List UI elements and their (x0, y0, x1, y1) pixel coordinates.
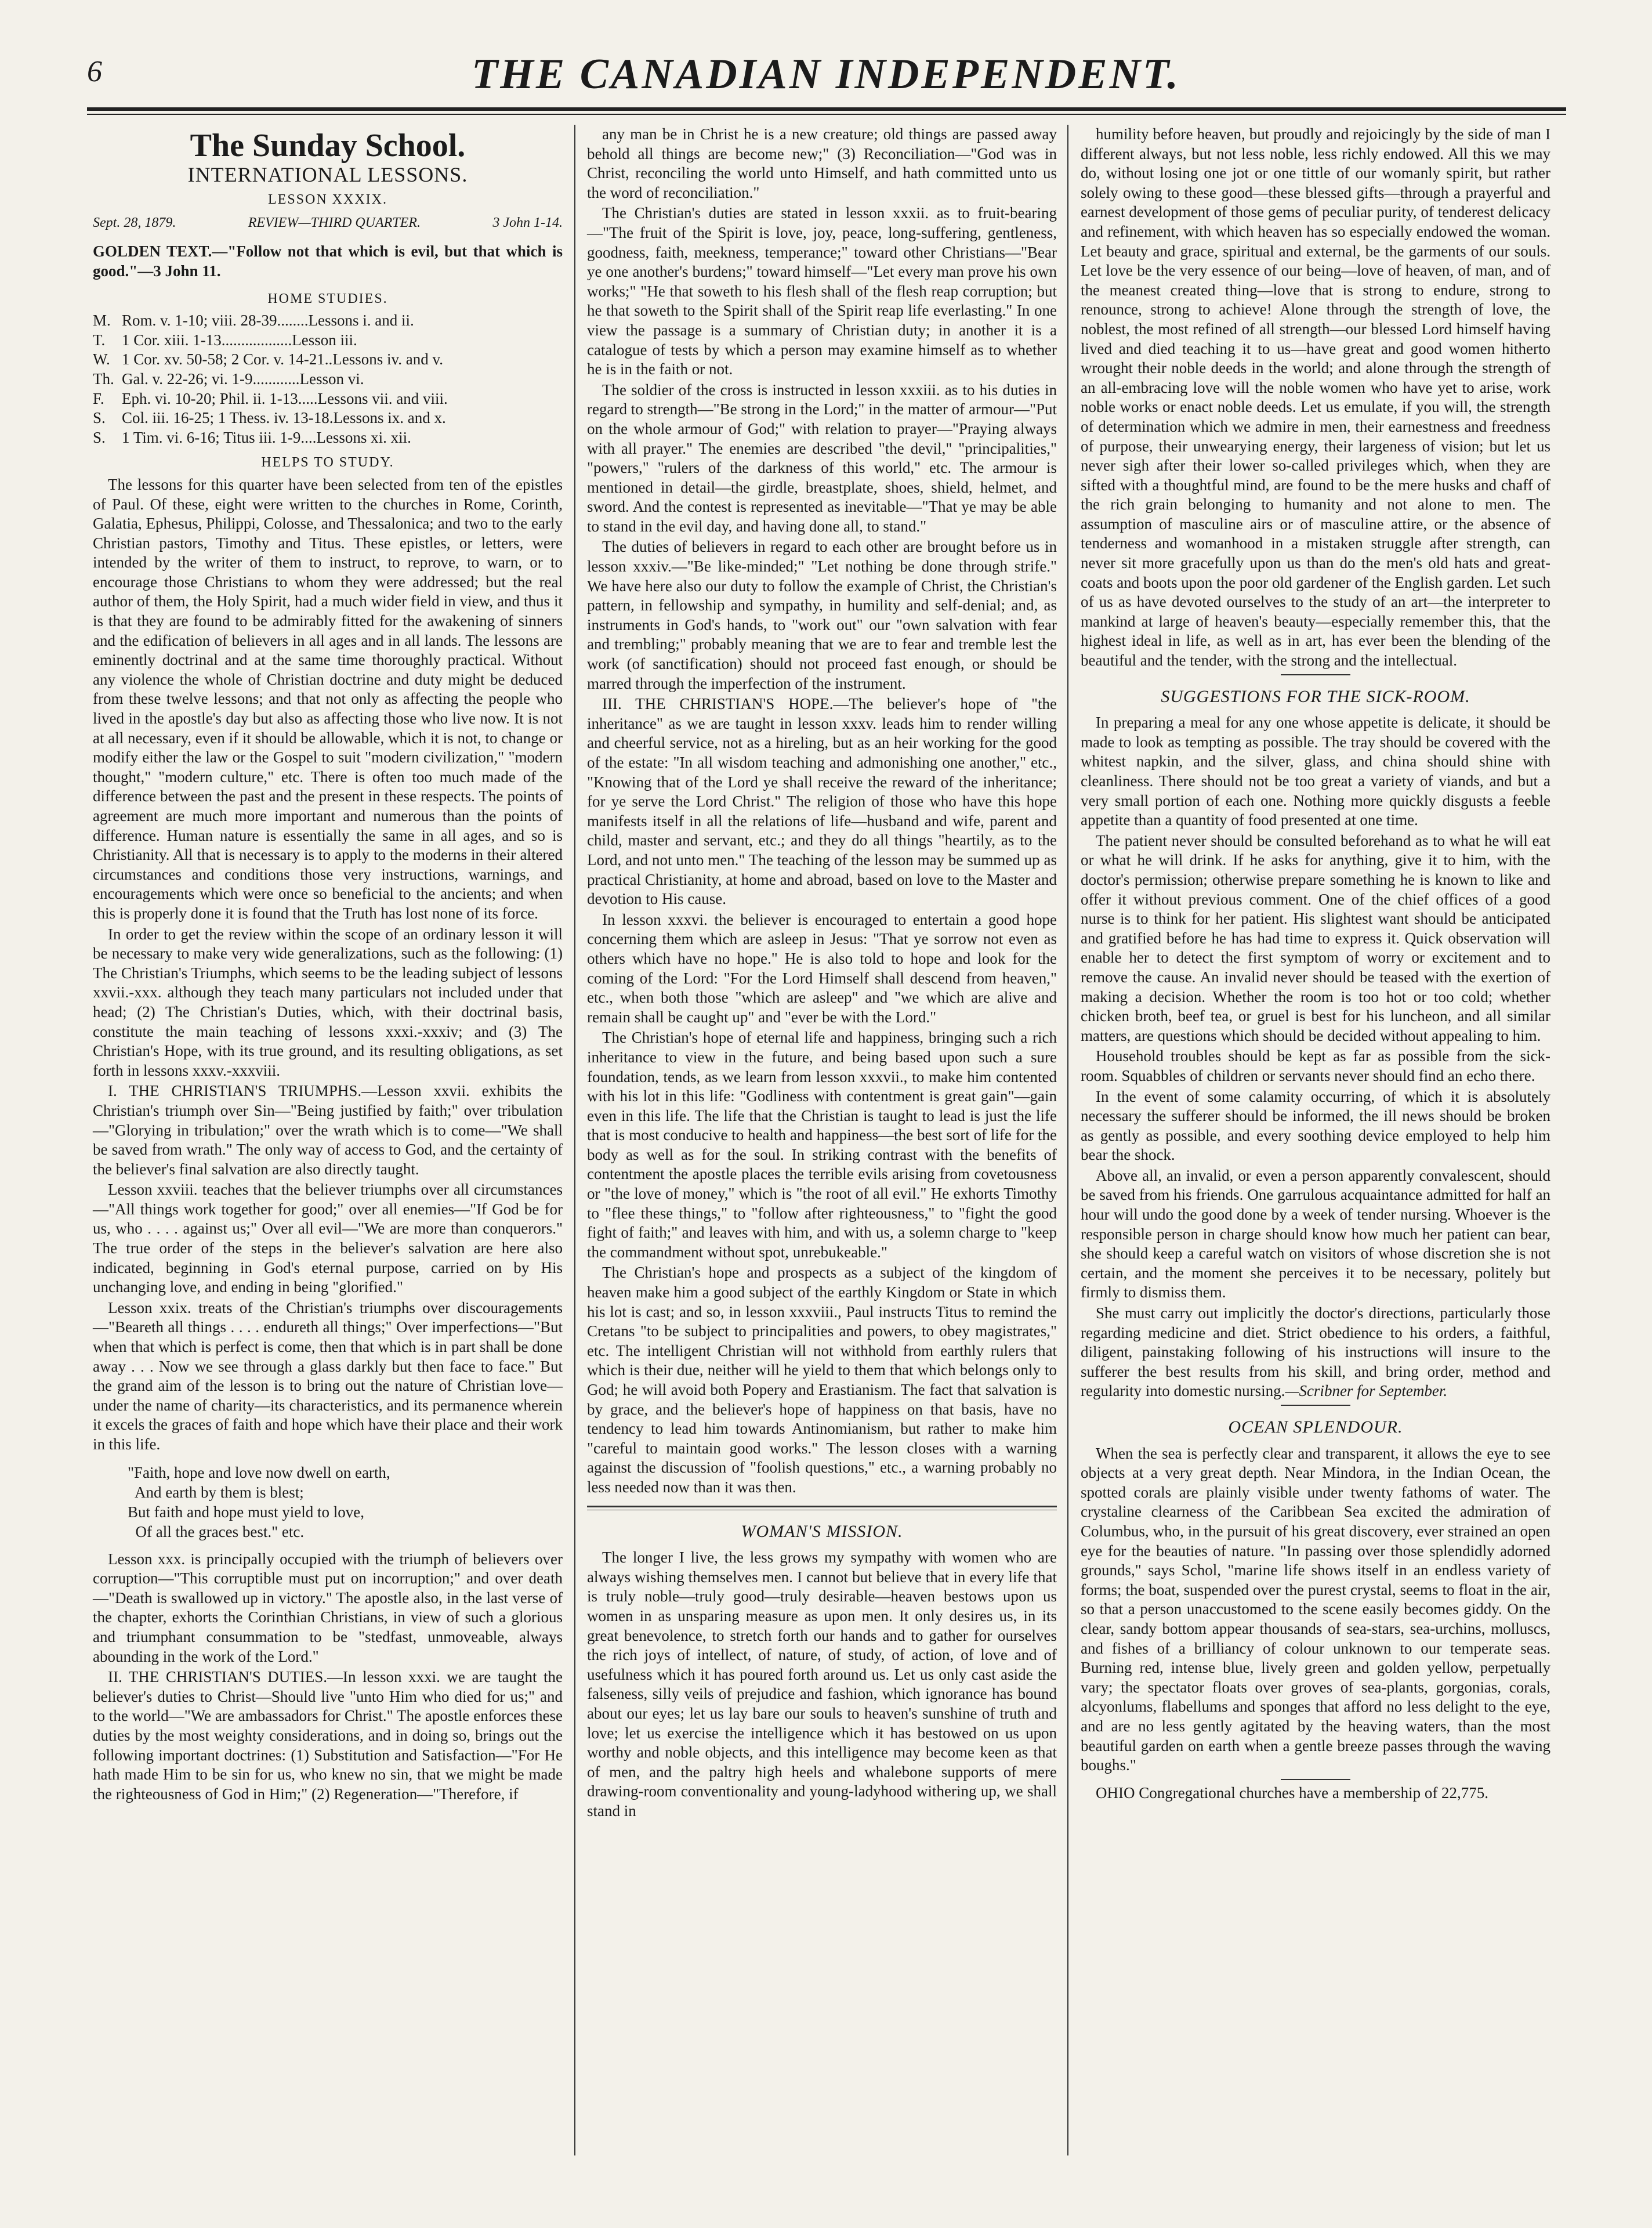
home-study-row (93, 350, 563, 370)
home-study-row (93, 389, 563, 409)
paragraph: II. THE CHRISTIAN'S DUTIES.—In lesson xxxi. we are taught the believer's duties to Christ—Should live "unto Him who died for us;" and to the world—"We are ambassadors for Christ." The apostle enforces these duties by the most weighty considerations, and in doing so, brings out the following important doctrines: (1) Substitution and Satisfaction—"For He hath made Him to be sin for us, who knew no sin, that we might be made the righteousness of God in Him;" (2) Regeneration—"Therefore, if (93, 1668, 563, 1803)
home-study-day: S. (93, 428, 106, 446)
home-study-day: M. (93, 312, 111, 330)
golden-text (93, 242, 563, 281)
home-study-row (93, 370, 563, 389)
lesson-scripture: 3 John 1-14. (492, 215, 563, 230)
section-rule (1281, 1779, 1350, 1780)
paragraph: I. THE CHRISTIAN'S TRIUMPHS.—Lesson xxvii. exhibits the Christian's triumph over Sin—"Being justified by faith;" over tribulation—"Glorying in tribulation;" over the wrath which is to come—"We shall be saved from wrath." The only way of access to God, and the certainty of the believer's final salvation are also directly taught. (93, 1082, 563, 1178)
column-2 (587, 125, 1057, 1822)
column-1 (93, 125, 563, 1805)
column-3 (1081, 125, 1550, 1804)
lesson-number: LESSON XXXIX. (268, 192, 387, 208)
section-rule (1281, 674, 1350, 675)
home-study-day: F. (93, 389, 104, 407)
paragraph: Lesson xxix. treats of the Christian's triumphs over discouragements—"Beareth all things . . . . endureth all things;" Over imperfections—"But when that which is perfect is come, then that which is in part shall be done away . . . Now we see through a glass darkly but then face to face." But the grand aim of the lesson is to bring out the nature of Christian love—under the name of charity—its characteristics, and its permanence wherein it excels the graces of faith and hope which have their place and their work in this life. (93, 1299, 563, 1453)
home-study-text: 1 Tim. vi. 6-16; Titus iii. 1-9....Lessons xi. xii. (122, 428, 411, 446)
paragraph: In preparing a meal for any one whose appetite is delicate, it should be made to look as tempting as possible. The tray should be covered with the whitest napkin, and the silver, glass, and china should shine with cleanliness. There should not be too great a variety of viands, and but a very small portion of each one. Nothing more quickly disgusts a feeble appetite than a quantity of food presented at one time. (1081, 714, 1550, 829)
lesson-title: REVIEW—THIRD QUARTER. (248, 215, 421, 230)
home-study-text: 1 Cor. xv. 50-58; 2 Cor. v. 14-21..Lessons iv. and v. (122, 350, 443, 368)
golden-text-label: GOLDEN TEXT. (93, 243, 212, 261)
paragraph: In lesson xxxvi. the believer is encouraged to entertain a good hope concerning them which are asleep in Jesus: "That ye sorrow not even as others which have no hope." He is also told to hope and look for the coming of the Lord: "For the Lord Himself shall descend from heaven," etc., when both those "which are asleep" and "we which are alive and remain shall be caught up" and "ever be with the Lord." (587, 910, 1057, 1026)
paragraph: The lessons for this quarter have been selected from ten of the epistles of Paul. Of these, eight were written to the churches in Rome, Corinth, Galatia, Ephesus, Philippi, Colosse, and Thessalonica; and two to the early Christian pastors, Timothy and Titus. These epistles, or letters, were intended by the writer of them to instruct, to reprove, to warn, or to encourage those Christians to whom they were addressed; but the real author of them, the Holy Spirit, had a much wider field in view, and thus it is that they are found to be admirably fitted for the awakening of sinners and the edification of believers in all ages and in all lands. The lessons are eminently doctrinal and at the same time thoroughly practical. Without any violence the whole of Christian doctrine and duty might be deduced from these twelve lessons; and that not only as affecting the people who lived in the apostle's day but also as affecting those who live now. It is not at all necessary, even if it should be allowable, which it is not, to change or modify either the law or the Gospel to suit "modern civilization," "modern thought," "modern culture," etc. There is often too much made of the difference between the past and the present in these respects. The points of agreement are much more important and numerous than the points of difference. Human nature is essentially the same in all ages, and so is Christianity. All that is necessary is to apply to the moderns in their altered circumstances and conditions those very instructions, warnings, and encouragements which were once so beneficial to the ancients; and when this is properly done it is found that the Truth has lost none of its force. (93, 475, 563, 922)
home-study-day: S. (93, 409, 106, 427)
paragraph: When the sea is perfectly clear and transparent, it allows the eye to see objects at a very great depth. Near Mindora, in the Indian Ocean, the spotted corals are plainly visible under twenty fathoms of water. The crystaline clearness of the Caribbean Sea excited the admiration of Columbus, who, in the pursuit of his great discovery, ever strained an open eye for the beauties of nature. "In passing over those splendidly adorned grounds," says Schol, "marine life shows itself in an endless variety of forms; the boat, suspended over the purest crystal, seems to float in the air, so that a person unaccustomed to the scene easily becomes giddy. On the clear, sandy bottom appear thousands of sea-stars, sea-urchins, molluscs, and fishes of a brilliancy of colour unknown to our temperate seas. Burning red, intense blue, lively green and golden yellow, perpetually vary; the spectator floats over groves of sea-plants, gorgonias, corals, alcyonlums, flabellums and sponges that afford no less delight to the eye, and are no less gently agitated by the heaving waters, than the most beautiful garden on earth when a gentle breeze passes through the waving boughs." (1081, 1444, 1550, 1774)
sick-room-title: SUGGESTIONS FOR THE SICK-ROOM. (1161, 686, 1470, 706)
paragraph: The patient never should be consulted beforehand as to what he will eat or what he will drink. If he asks for anything, give it to him, with the doctor's permission; otherwise prepare something he is known to like and offer it without previous comment. One of the chief offices of a good nurse is to think for her patient. His slightest want should be anticipated and gratified before he has had time to express it. Quick observation will enable her to detect the first symptom of worry or excitement and to remove the cause. An invalid never should be teased with the exertion of making a decision. Whether the room is too hot or too cold; whether chicken broth, beef tea, or gruel is best for his luncheon, and all similar matters, are questions which should be decided without appealing to him. (1081, 831, 1550, 1044)
column-divider-2 (1067, 125, 1068, 2155)
paragraph: The Christian's hope and prospects as a subject of the kingdom of heaven make him a good subject of the earthly Kingdom or State in which his lot is cast; and so, in lesson xxxviii., Paul instructs Titus to remind the Cretans "to be subject to principalities and powers, to obey magistrates," etc. The intelligent Christian will not withhold from earthly rulers that which is their due, neither will he yield to them that which belongs only to God; he will avoid both Popery and Erastianism. The fact that salvation is by grace, and the believer's hope of happiness on that basis, have no tendency to lead him towards Antinomianism, but rather to make him "careful to maintain good works." The lesson closes with a warning against the discussion of "foolish questions," etc., a warning probably no less needed now than it was then. (587, 1264, 1057, 1496)
paragraph: In the event of some calamity occurring, of which it is absolutely necessary the sufferer should be informed, the ill news should be broken as gently as possible, and every soothing device employed to help him bear the shock. (1081, 1087, 1550, 1164)
home-study-day: W. (93, 350, 110, 368)
paragraph: humility before heaven, but proudly and rejoicingly by the side of man I different always, but not less noble, less richly endowed. All this we may do, without losing one jot or one tittle of our womanly spirit, but rather solely owing to these good—these blessed gifts—through a prayerful and earnest development of those gems of peculiar purity, of tenderest delicacy and refinement, with which heaven has so especially endowed the woman. Let beauty and grace, spiritual and external, be the garments of our souls. Let love be the very essence of our being—love of heaven, of man, and of the meanest created thing—love that is strong to endure, strong to renounce, strong to achieve! Alone through the strength of love, the noblest, the most refined of all strength—our blessed Lord himself having lived and died teaching it to us—have great and good women hitherto wrought their noble deeds in the world; and alone through the strength of an all-embracing love will the noble women who have yet to arise, work noble works or enact noble deeds. Let us emulate, if you will, the strength of determination which we admire in men, their earnestness and freedness of purpose, their unwearying energy, their largeness of vision; but let us never sigh after their lower so-called privileges which, when they are sifted with a thoughtful mind, are found to be the mere husks and chaff of the rich grain belonging to humanity and not alone to men. The assumption of masculine airs or of masculine attire, or the absence of tenderness and womanhood in a mistaken struggle after strength, can never sit more gracefully upon us than do the men's old hats and great-coats and boots upon the poor old gardener of the English garden. Let such of us as have devoted ourselves to the study of an art—the interpreter to mankind at large of heaven's beauty—especially remember this, that the highest ideal in life, as well as in art, has ever been the blending of the beautiful and the tender, with the strong and the intellectual. (1081, 125, 1550, 670)
lesson-meta (93, 214, 563, 233)
paragraph: The Christian's duties are stated in lesson xxxii. as to fruit-bearing—"The fruit of the Spirit is love, joy, peace, long-suffering, gentleness, goodness, faith, meekness, temperance;" toward other Christians—"Bear ye one another's burdens;" toward himself—"Let every man prove his own works;" "He that soweth to his flesh shall of the flesh reap corruption; but he that soweth to the Spirit shall of the Spirit reap life everlasting." In one view the passage is a summary of Christian duty; in another it is a catalogue of tests by which a person may examine himself as to whether he is in the faith or not. (587, 204, 1057, 378)
helps-body (93, 475, 563, 1455)
masthead-rule-thick (87, 107, 1566, 111)
poem-line: Of all the graces best." etc. (128, 1522, 305, 1540)
paragraph: Lesson xxviii. teaches that the believer triumphs over all circumstances—"All things work together for good;" over all enemies—"If God be for us, who . . . . against us;" Over all evil—"We are more than conquerors." The true order of the steps in the believer's salvation are here also indicated, beginning in God's eternal purpose, carried on by His unchanging love, and ending in being "glorified." (93, 1181, 563, 1296)
paragraph: The duties of believers in regard to each other are brought before us in lesson xxxiv.—"Be like-minded;" "Let nothing be done through strife." We have here also our duty to follow the example of Christ, the Christian's pattern, in fellowship and sympathy, in humility and self-denial; and, as instruments in God's hands, to "work out" our "own salvation with fear and trembling;" probably meaning that we are to fear and tremble lest the work (of sanctification) should not proceed fast enough, or should be marred through the imperfection of the instrument. (587, 538, 1057, 692)
paragraph: The soldier of the cross is instructed in lesson xxxiii. as to his duties in regard to strength—"Be strong in the Lord;" in the matter of armour—"Put on the whole armour of God;" with relation to prayer—"Praying always with all prayer." The enemies are described "the devil," "principalities," "powers," "rulers of the darkness of this world," etc. The armour is mentioned in detail—the girdle, breastplate, shoes, shield, helmet, and sword. And the contest is represented as inevitable—"That ye may be able to stand in the evil day, and having done all, to stand." (587, 381, 1057, 535)
home-study-row (93, 428, 563, 448)
paragraph: any man be in Christ he is a new creature; old things are passed away behold all things are become new;" (3) Reconciliation—"God was in Christ, reconciling the world unto Himself, and hath committed unto us the word of reconciliation." (587, 125, 1057, 201)
home-study-row (93, 331, 563, 350)
paragraph: Above all, an invalid, or even a person apparently convalescent, should be saved from his friends. One garrulous acquaintance admitted for half an hour will undo the good done by a week of tender nursing. Whoever is the responsible person in charge should know how much her patient can bear, she should keep a careful watch on visitors of whose discretion she is not certain, and the moment she perceives it to be necessary, politely but firmly to dismiss them. (1081, 1166, 1550, 1301)
home-study-row (93, 311, 563, 331)
page-number: 6 (87, 55, 102, 88)
column-divider-1 (574, 125, 575, 2155)
womans-mission-body (587, 1548, 1057, 1821)
ocean-body (1081, 1444, 1550, 1775)
section-rule (1281, 1405, 1350, 1406)
golden-text-body: —"Follow not that which is evil, but that which is good."—3 John 11. (93, 243, 563, 280)
lesson-date: Sept. 28, 1879. (93, 215, 176, 230)
helps-heading: HELPS TO STUDY. (261, 455, 394, 471)
paragraph: Household troubles should be kept as far as possible from the sick-room. Squabbles of children or servants never should find an echo there. (1081, 1047, 1550, 1084)
paragraph: She must carry out implicitly the doctor's directions, particularly those regarding medicine and diet. Strict obedience to his orders, a faithful, diligent, painstaking following of his instructions will insure to the sufferer the best results from his skill, and bring order, method and regularity into domestic nursing.—Scribner for September. (1081, 1304, 1550, 1400)
home-studies-heading: HOME STUDIES. (267, 291, 388, 306)
poem (128, 1463, 563, 1542)
home-studies-list (93, 311, 563, 447)
ocean-title: OCEAN SPLENDOUR. (1228, 1417, 1403, 1437)
ohio-note: OHIO Congregational churches have a membership of 22,775. (1096, 1784, 1489, 1802)
womans-mission-title: WOMAN'S MISSION. (741, 1521, 903, 1541)
home-study-text: Eph. vi. 10-20; Phil. ii. 1-13.....Lessons vii. and viii. (122, 389, 448, 407)
poem-line: But faith and hope must yield to love, (128, 1503, 364, 1521)
poem-line: "Faith, hope and love now dwell on earth, (128, 1463, 390, 1481)
article-divider (587, 1506, 1057, 1507)
paragraph: The longer I live, the less grows my sympathy with women who are always wishing themselves men. I cannot but believe that in every life that is truly noble—truly good—truly desirable—heaven bestows upon us women in as unsparing measure as upon men. It only desires us, in its great benevolence, to stretch forth our hands and to gather for ourselves the rich joys of intellect, of nature, of study, of action, of love and of usefulness which it has poured forth around us. Let us only cast aside the falseness, silly veils of prejudice and fashion, which ignorance has bound about our eyes; let us lay bare our souls to heaven's sunshine of truth and love; let us exercise the intelligence which it has bestowed on us upon worthy and noble objects, and this intelligence may become keen as that of men, and the paltry high heels and whalebone supports of mere drawing-room conventionality and young-ladyhood withering up, we shall stand in (587, 1549, 1057, 1820)
home-study-day: T. (93, 331, 106, 349)
home-study-row (93, 408, 563, 428)
paragraph: III. THE CHRISTIAN'S HOPE.—The believer's hope of "the inheritance" as we are taught in lesson xxxv. leads him to render willing and cheerful service, not as a hireling, but as an heir working for the good of the estate: "In all wisdom teaching and admonishing one another," etc., "Knowing that of the Lord ye shall receive the reward of the inheritance; for ye serve the Lord Christ." The religion of those who have this hope manifests itself in all the relations of life—husband and wife, parent and child, master and servant, etc.; and they do all things "heartily, as to the Lord, and not unto men." The teaching of the lesson may be summed up as practical Christianity, at home and abroad, based on love to the Master and devotion to His cause. (587, 695, 1057, 908)
masthead-rule-thin (87, 114, 1566, 115)
sunday-school-continued (587, 125, 1057, 1498)
paragraph: Lesson xxx. is principally occupied with the triumph of believers over corruption—"This corruptible must put on incorruption;" and over death—"Death is swallowed up in victory." The apostle also, in the last verse of the chapter, exhorts the Corinthian Christians, in view of such a glorious and triumphant consummation to be "stedfast, unmoveable, always abounding in the work of the Lord." (93, 1550, 563, 1665)
sick-room-source: —Scribner for September. (1285, 1382, 1448, 1400)
sunday-school-title: The Sunday School. (190, 128, 466, 164)
paragraph: The Christian's hope of eternal life and happiness, bringing such a rich inheritance to view in the future, and being based upon such a sure foundation, tends, as we learn from lesson xxxvii., to make him contented with his lot in this life: "Godliness with contentment is great gain"—gain even in this life. The life that the Christian is taught to lead is just the life that is most conducive to health and happiness—the best sort of life for the body as well as for the soul. In striking contrast with the benefits of contentment the apostle places the terrible evils arising from covetousness or "the love of money," which is "the root of all evil." He exhorts Timothy to "flee these things," to "follow after righteousness," to "fight the good fight of faith;" and leaves with him, and with us, a solemn charge to "keep the commandment without spot, unrebukeable." (587, 1029, 1057, 1261)
home-study-text: Col. iii. 16-25; 1 Thess. iv. 13-18.Lessons ix. and x. (122, 409, 446, 427)
helps-body-continued (93, 1550, 563, 1804)
international-lessons-heading: INTERNATIONAL LESSONS. (187, 162, 468, 186)
home-study-text: Rom. v. 1-10; viii. 28-39........Lessons i. and ii. (122, 312, 414, 330)
masthead: THE CANADIAN INDEPENDENT. (472, 50, 1180, 98)
womans-mission-continued (1081, 125, 1550, 671)
home-study-day: Th. (93, 370, 114, 388)
home-study-text: Gal. v. 22-26; vi. 1-9............Lesson vi. (122, 370, 364, 388)
paragraph: In order to get the review within the scope of an ordinary lesson it will be necessary to make very wide generalizations, such as the following: (1) The Christian's Triumphs, which seems to be the leading subject of lessons xxvii.-xxx. although they teach many particulars not included under that head; (2) The Christian's Duties, which, with their doctrinal basis, constitute the main teaching of lessons xxxi.-xxxiv; and (3) The Christian's Hope, with its true ground, and its resulting obligations, as set forth in lessons xxxv.-xxxviii. (93, 925, 563, 1079)
sick-room-body (1081, 713, 1550, 1401)
home-study-text: 1 Cor. xiii. 1-13..................Lesson iii. (122, 331, 357, 349)
poem-line: And earth by them is blest; (128, 1483, 304, 1501)
